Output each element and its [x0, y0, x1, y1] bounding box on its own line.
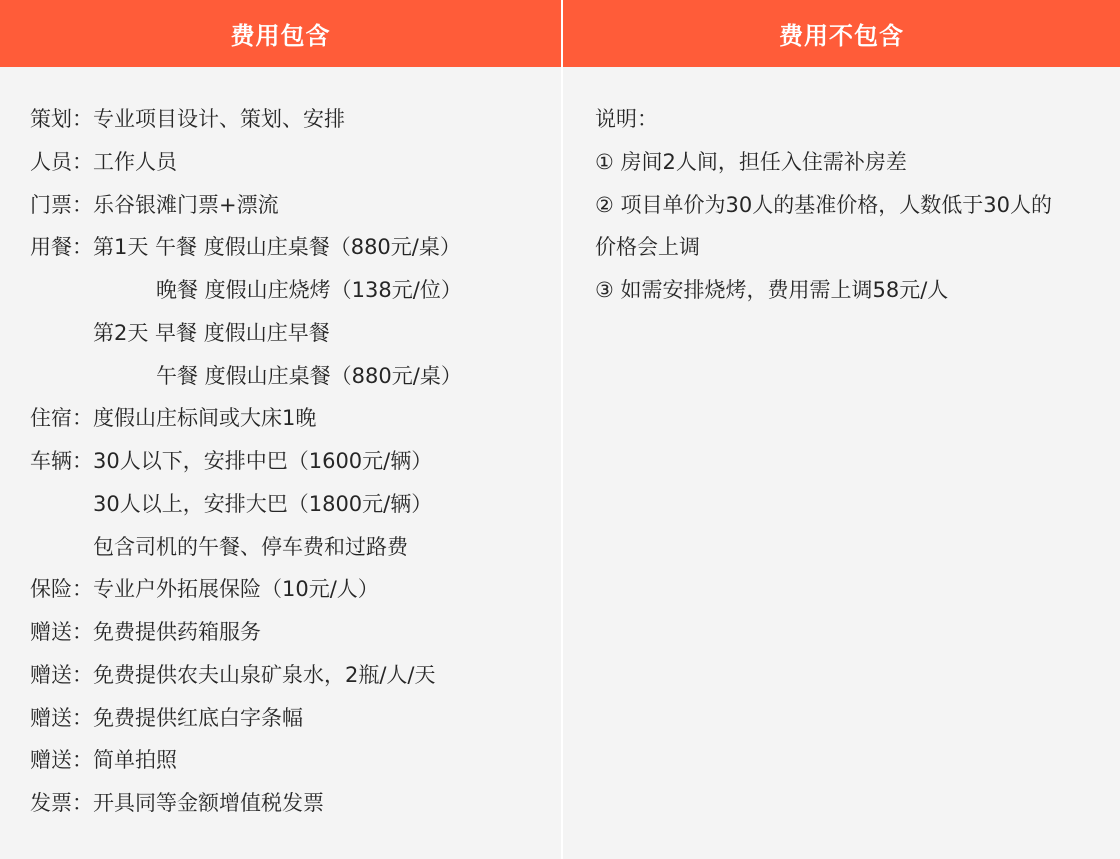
list-item: 午餐 度假山庄桌餐（880元/桌）	[156, 363, 462, 388]
list-item: 第2天 早餐 度假山庄早餐	[93, 320, 330, 345]
list-item: 晚餐 度假山庄烧烤（138元/位）	[156, 278, 462, 302]
list-item: 策划：专业项目设计、策划、安排	[30, 107, 345, 131]
list-item: 人员：工作人员	[30, 149, 177, 174]
excluded-header: 费用不包含	[563, 0, 1120, 67]
list-item: 30人以上，安排大巴（1800元/辆）	[93, 491, 433, 516]
list-item: 发票：开具同等金额增值税发票	[30, 791, 324, 815]
list-item: 车辆：30人以下，安排中巴（1600元/辆）	[30, 449, 433, 473]
list-item: 赠送：免费提供红底白字条幅	[30, 705, 303, 730]
list-item: ③ 如需安排烧烤，费用需上调58元/人	[595, 278, 949, 302]
excluded-column	[561, 0, 1120, 859]
list-item: 包含司机的午餐、停车费和过路费	[93, 534, 408, 559]
list-item: 门票：乐谷银滩门票+漂流	[30, 192, 279, 217]
list-item: 说明：	[595, 107, 658, 131]
included-list	[0, 67, 561, 825]
excluded-list	[563, 67, 1120, 312]
list-item: 赠送：免费提供药箱服务	[30, 620, 261, 644]
list-item: 保险：专业户外拓展保险（10元/人）	[30, 577, 379, 602]
list-item: 住宿：度假山庄标间或大床1晚	[30, 406, 317, 431]
list-item: 赠送：简单拍照	[30, 748, 177, 773]
list-item: 价格会上调	[595, 235, 700, 260]
list-item: 用餐：第1天 午餐 度假山庄桌餐（880元/桌）	[30, 235, 461, 260]
list-item: ② 项目单价为30人的基准价格，人数低于30人的	[595, 192, 1052, 217]
included-header: 费用包含	[0, 0, 561, 67]
list-item: 赠送：免费提供农夫山泉矿泉水，2瓶/人/天	[30, 662, 436, 687]
list-item: ① 房间2人间，担任入住需补房差	[595, 149, 907, 174]
